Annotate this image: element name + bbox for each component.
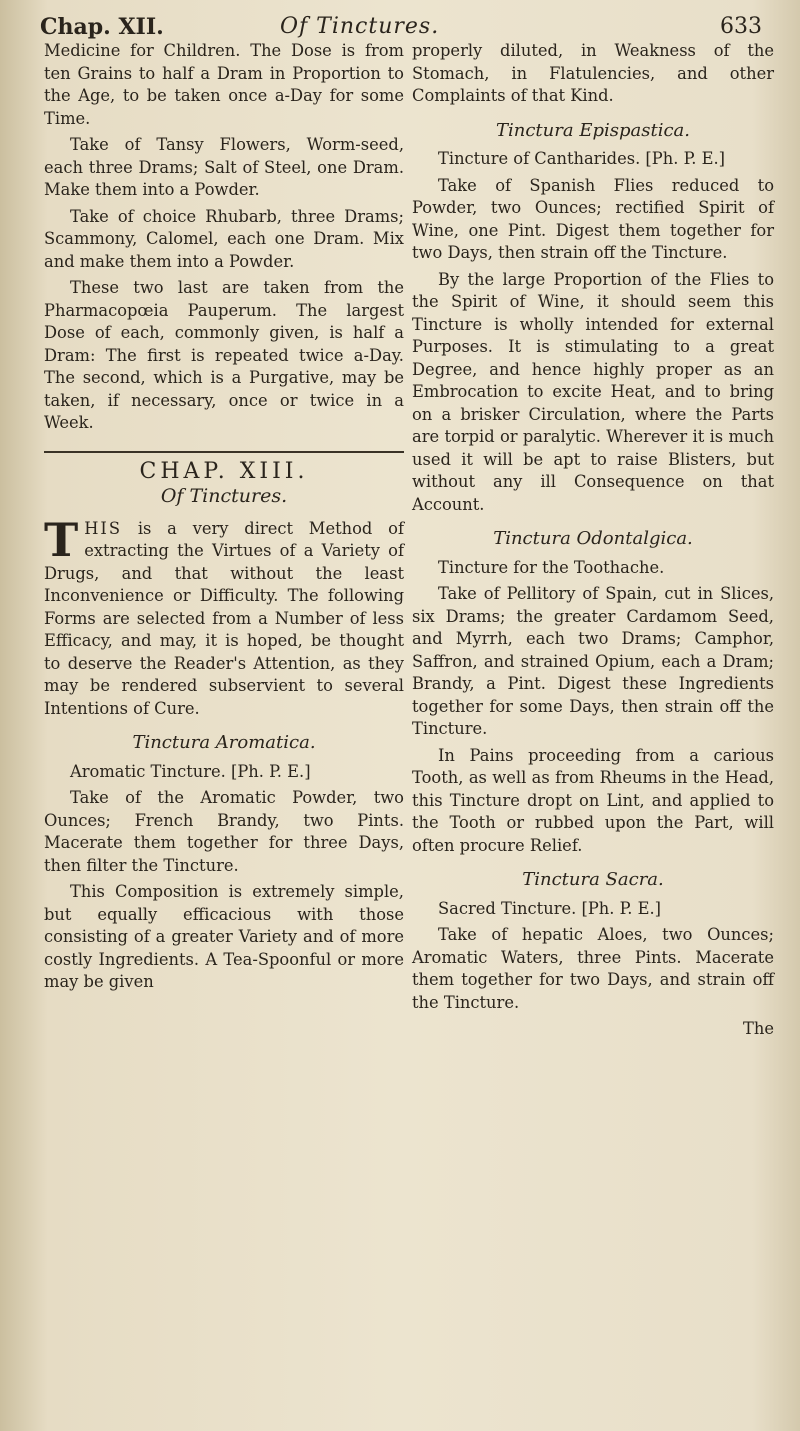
tincture-epispastica-recipe: Take of Spanish Flies reduced to Powder, two Ounces; rectified Spirit of Wine, one Pint. Digest them together for two Days, then strain off the Tincture. xyxy=(412,175,774,262)
intro-lead-word: HIS xyxy=(84,518,123,538)
tincture-odontalgica-recipe: Take of Pellitory of Spain, cut in Slices, six Drams; the greater Cardamom Seed, and Myrrh, each two Drams; Camphor, Saffron, and strained Opium, each a Dram; Brandy, a Pint. Digest these Ingredients together for some Days, then strain off the Tincture. xyxy=(412,584,774,738)
tincture-epispastica-title: Tinctura Epispastica. xyxy=(496,119,690,141)
drop-capital: T xyxy=(44,512,79,567)
intro-text: is a very direct Method of extracting the Virtues of a Variety of Drugs, and that without the least Inconvenience or Difficulty. The following Forms are selected from a Number of less Efficacy, and may, it is hoped, be thought to deserve the Reader's Attention, as they may be rendered subservient to several Intentions of Cure. xyxy=(44,518,404,718)
intro-paragraph xyxy=(44,512,404,721)
paragraph-dose: Medicine for Children. The Dose is from ten Grains to half a Dram in Proportion to the Age, to be taken once a-Day for some Time. xyxy=(44,41,404,128)
recipe-rhubarb: Take of choice Rhubarb, three Drams; Scammony, Calomel, each one Dram. Mix and make them into a Powder. xyxy=(44,206,404,271)
paragraph-pharmacopoeia: These two last are taken from the Pharmacopœia Pauperum. The largest Dose of each, commonly given, is half a Dram: The first is repeated twice a-Day. The second, which is a Purgative, may be taken, if necessary, once or twice in a Week. xyxy=(44,278,404,432)
right-column xyxy=(412,40,774,1045)
section-divider xyxy=(44,451,404,453)
chapter-subheading: Of Tinctures. xyxy=(160,485,288,507)
tincture-epispastica-name: Tincture of Cantharides. [Ph. P. E.] xyxy=(438,149,725,168)
chapter-heading: CHAP. XIII. xyxy=(139,458,309,484)
chapter-label: Chap. XII. xyxy=(40,14,164,40)
running-title: Of Tinctures. xyxy=(280,14,440,39)
page-number: 633 xyxy=(720,14,762,39)
tincture-sacra-recipe: Take of hepatic Aloes, two Ounces; Aromatic Waters, three Pints. Macerate them together for two Days, and strain off the Tincture. xyxy=(412,925,774,1012)
tincture-aromatica-title: Tinctura Aromatica. xyxy=(132,732,316,753)
tincture-aromatica-note: This Composition is extremely simple, but equally efficacious with those consisting of a greater Variety and of more costly Ingredients. A Tea-Spoonful or more may be given xyxy=(44,882,404,991)
tincture-sacra-title: Tinctura Sacra. xyxy=(522,869,664,890)
catchword: The xyxy=(743,1019,774,1038)
tincture-odontalgica-note: In Pains proceeding from a carious Tooth, as well as from Rheums in the Head, this Tincture dropt on Lint, and applied to the Tooth or rubbed upon the Part, will often procure Relief. xyxy=(412,745,774,855)
recipe-tansy: Take of Tansy Flowers, Worm-seed, each three Drams; Salt of Steel, one Dram. Make them into a Powder. xyxy=(44,135,404,199)
paragraph-continued: properly diluted, in Weakness of the Stomach, in Flatulencies, and other Complaints of that Kind. xyxy=(412,41,774,105)
tincture-aromatica-name: Aromatic Tincture. [Ph. P. E.] xyxy=(70,761,311,781)
tincture-odontalgica-name: Tincture for the Toothache. xyxy=(438,557,665,577)
tincture-sacra-name: Sacred Tincture. [Ph. P. E.] xyxy=(438,898,662,918)
tincture-aromatica-recipe: Take of the Aromatic Powder, two Ounces; French Brandy, two Pints. Macerate them together for three Days, then filter the Tincture. xyxy=(44,788,404,875)
tincture-epispastica-note: By the large Proportion of the Flies to the Spirit of Wine, it should seem this Tincture is wholly intended for external Purposes. It is stimulating to a great Degree, and hence highly proper as an Embrocation to excite Heat, and to bring on a brisker Circulation, where the Parts are torpid or paralytic. Wherever it is much used it will be apt to raise Blisters, but without any ill Consequence on that Account. xyxy=(412,269,774,514)
left-column xyxy=(44,40,404,998)
tincture-odontalgica-title: Tinctura Odontalgica. xyxy=(493,528,693,549)
